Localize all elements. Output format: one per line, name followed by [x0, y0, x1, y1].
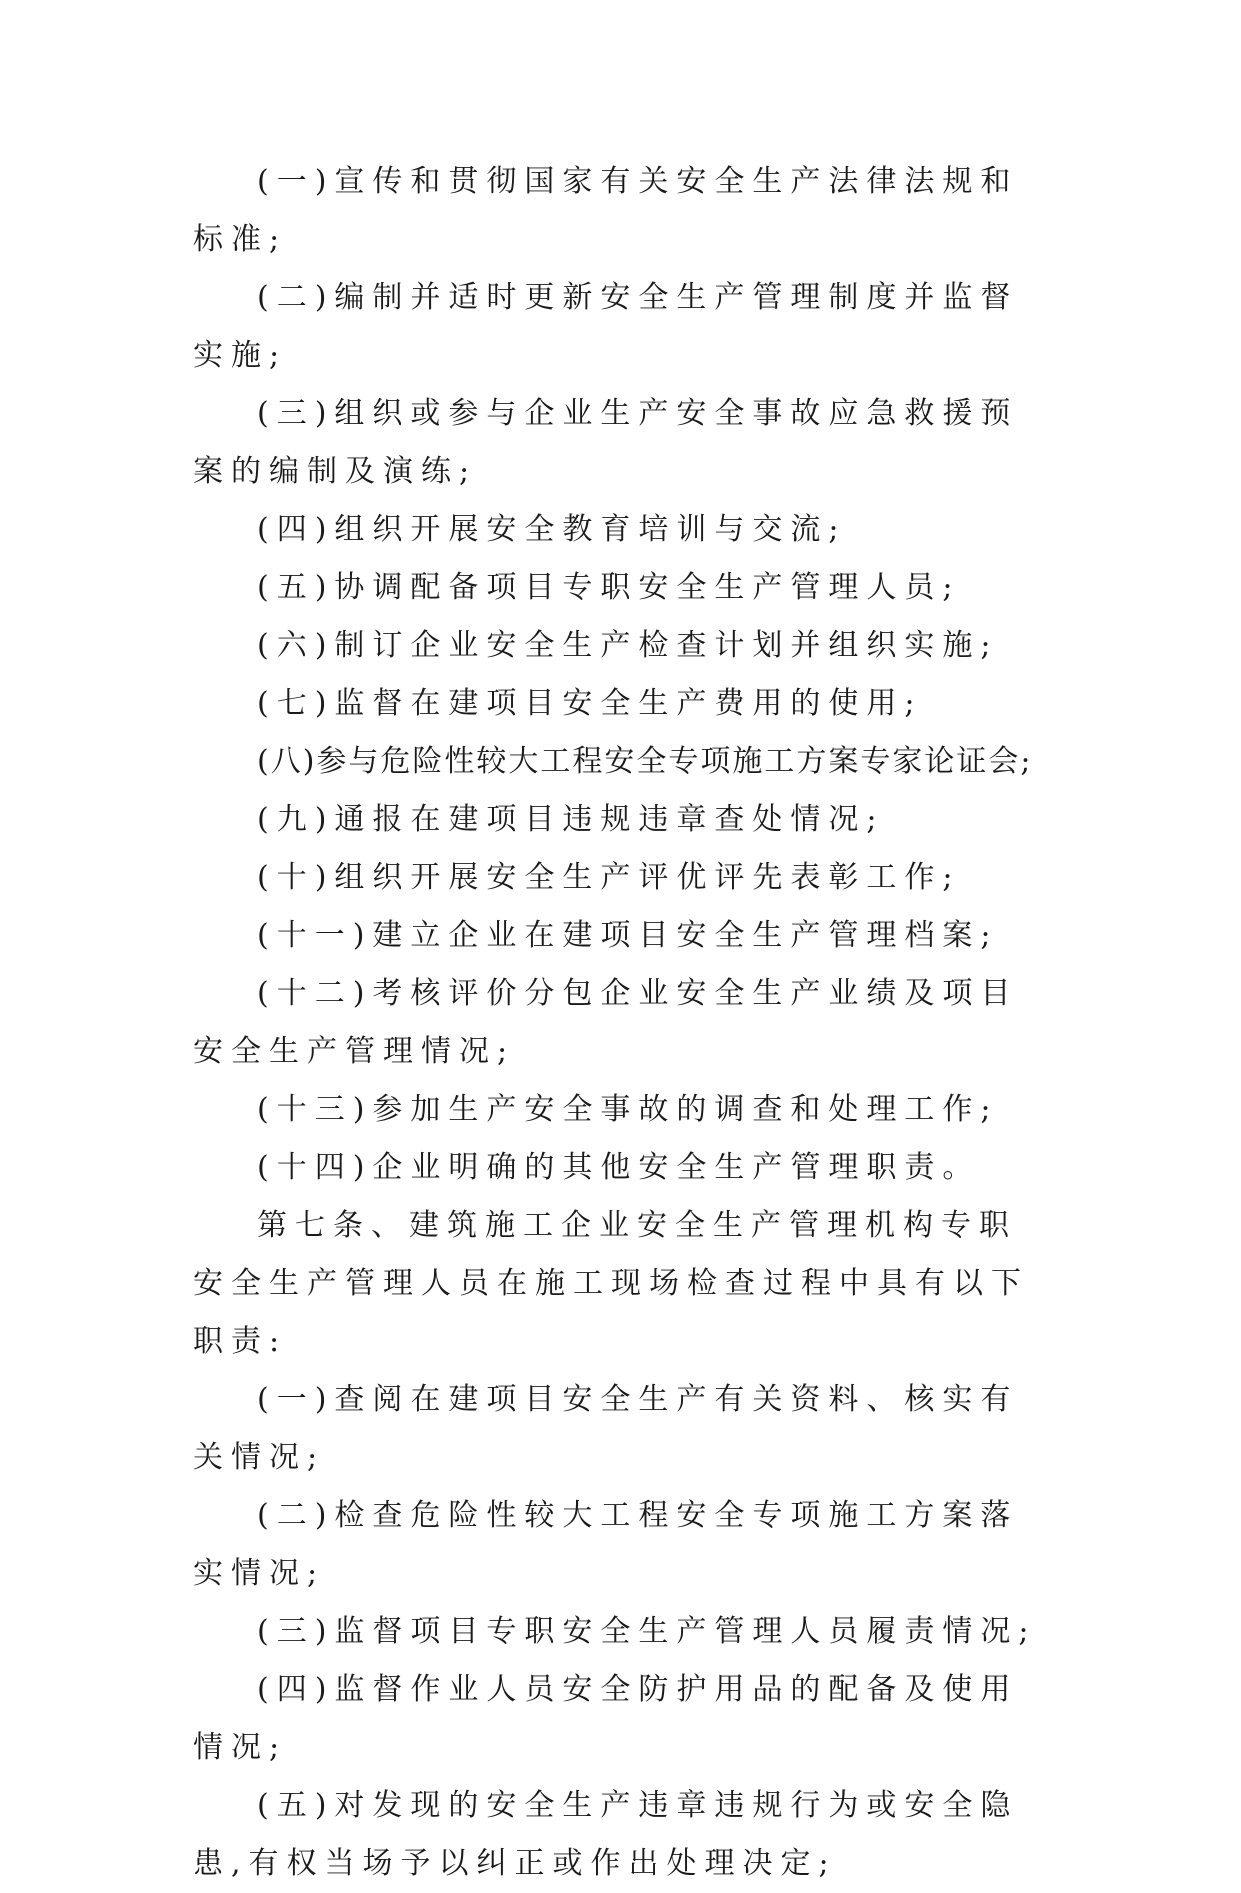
paragraph-1: (一)宣传和贯彻国家有关安全生产法律法规和标准;: [193, 164, 1019, 257]
paragraph-17: (二)检查危险性较大工程安全专项施工方案落实情况;: [193, 1498, 1019, 1591]
paragraph-4: (四)组织开展安全教育培训与交流;: [257, 512, 847, 547]
paragraph-11: (十一)建立企业在建项目安全生产管理档案;: [257, 918, 999, 953]
paragraph-5: (五)协调配备项目专职安全生产管理人员;: [257, 570, 961, 605]
paragraph-10: (十)组织开展安全生产评优评先表彰工作;: [257, 860, 961, 895]
paragraph-12: (十二)考核评价分包企业安全生产业绩及项目安全生产管理情况;: [193, 976, 1019, 1069]
paragraph-16: (一)查阅在建项目安全生产有关资料、核实有关情况;: [193, 1382, 1019, 1475]
document-body: [193, 153, 1053, 1893]
paragraph-2: (二)编制并适时更新安全生产管理制度并监督实施;: [193, 280, 1019, 373]
paragraph-14: (十四)企业明确的其他安全生产管理职责。: [257, 1150, 981, 1185]
paragraph-20: (五)对发现的安全生产违章违规行为或安全隐患,有权当场予以纠正或作出处理决定;: [193, 1788, 1019, 1881]
paragraph-19: (四)监督作业人员安全防护用品的配备及使用情况;: [193, 1672, 1019, 1765]
paragraph-8: (八)参与危险性较大工程安全专项施工方案专家论证会;: [257, 744, 1033, 779]
article-7-heading-paragraph: 第七条、建筑施工企业安全生产管理机构专职安全生产管理人员在施工现场检查过程中具有以下职责:: [193, 1208, 1029, 1359]
paragraph-18: (三)监督项目专职安全生产管理人员履责情况;: [257, 1614, 1037, 1649]
paragraph-13: (十三)参加生产安全事故的调查和处理工作;: [257, 1092, 999, 1127]
paragraph-9: (九)通报在建项目违规违章查处情况;: [257, 802, 885, 837]
paragraph-7: (七)监督在建项目安全生产费用的使用;: [257, 686, 923, 721]
paragraph-3: (三)组织或参与企业生产安全事故应急救援预案的编制及演练;: [193, 396, 1019, 489]
paragraph-6: (六)制订企业安全生产检查计划并组织实施;: [257, 628, 999, 663]
